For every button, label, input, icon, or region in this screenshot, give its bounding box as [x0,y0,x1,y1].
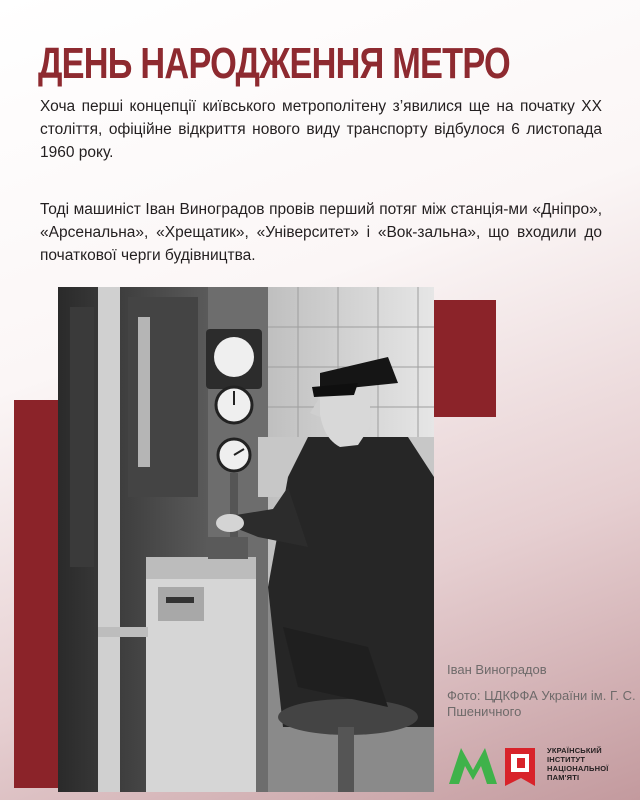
logo-line: УКРАЇНСЬКИЙ [547,746,602,755]
page-title: ДЕНЬ НАРОДЖЕННЯ МЕТРО [38,39,510,88]
uinp-logo [447,740,632,790]
photo-credit: Фото: ЦДКФФА України ім. Г. С. Пшеничного [447,688,636,719]
decorative-red-block-right [432,300,496,417]
metro-m-logo-icon [447,744,542,788]
logo-line: ПАМ'ЯТІ [547,773,580,782]
intro-paragraph: Хоча перші концепції київського метрополітену з’явилися ще на початку ХХ століття, офіційне відкриття нового виду транспорту відбулося 6 листопада 1960 року. [40,98,602,161]
logo-text [547,746,631,782]
logo-line: НАЦІОНАЛЬНОЇ [547,764,609,773]
driver-paragraph: Тоді машиніст Іван Виноградов провів перший потяг між станція-ми «Дніпро», «Арсенальна», «Хрещатик», «Університет» і «Вок-зальна», що входили до початкової черги будівництва. [40,201,602,264]
train-driver-photo [58,287,434,792]
photo-caption-name: Іван Виноградов [447,662,547,677]
logo-line: ІНСТИТУТ [547,755,586,764]
